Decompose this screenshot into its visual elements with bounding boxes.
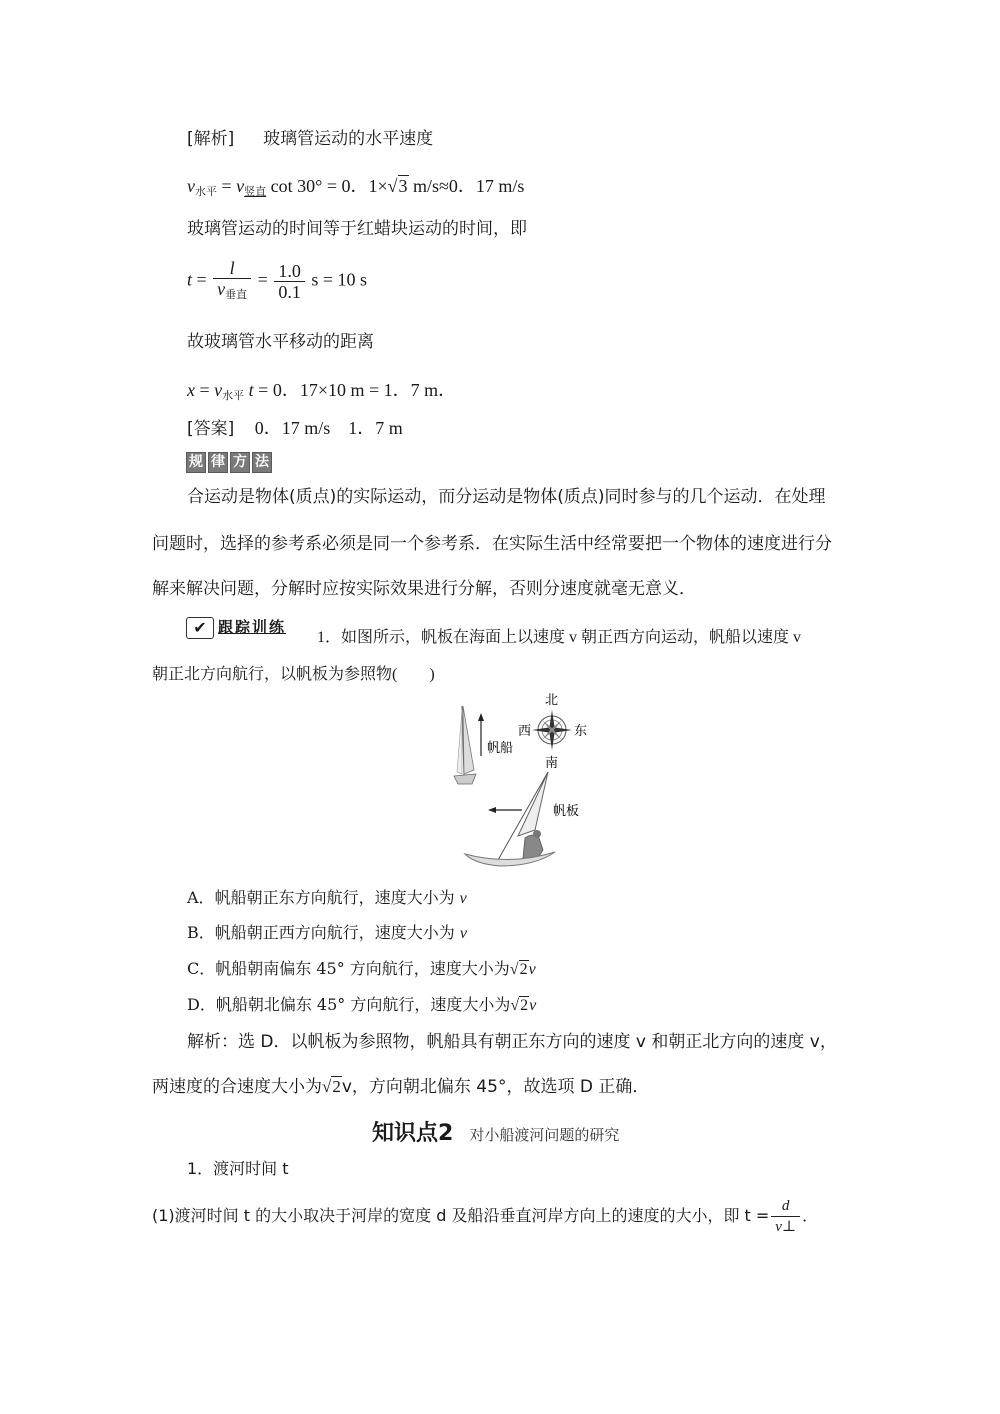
- method-badge: [186, 452, 274, 473]
- exercise-label: 跟踪训练: [218, 618, 287, 636]
- item-1-1-text: (1)渡河时间 t 的大小取决于河岸的宽度 d 及船沿垂直河岸方向上的速度的大小，即 t =: [152, 1206, 770, 1225]
- fraction-d-over-v: [771, 1196, 800, 1237]
- var-v: v: [214, 380, 223, 400]
- answer-value: 0．17 m/s 1．7 m: [254, 418, 403, 438]
- option-var: v: [529, 997, 537, 1014]
- fraction-numerator: 1.0: [274, 261, 305, 282]
- fraction-denominator-sub: 垂直: [225, 288, 248, 301]
- equation-tail: = 0．17×10 m = 1．7 m．: [253, 380, 457, 400]
- option-text: 帆船朝南偏东 45° 方向航行，速度大小为: [215, 959, 510, 978]
- windsurf-label: 帆板: [553, 804, 580, 819]
- sub-horizontal: 水平: [195, 185, 217, 198]
- compass-icon: [532, 710, 572, 750]
- option-var: v: [459, 890, 467, 907]
- badge-char: 律: [208, 452, 228, 473]
- item-1-heading: 1．渡河时间 t: [187, 1159, 289, 1178]
- equals-sign: =: [195, 380, 215, 400]
- sailboat-label: 帆船: [487, 741, 514, 756]
- var-v: v: [236, 176, 245, 196]
- compass-east: 东: [574, 724, 588, 739]
- method-line-1: 合运动是物体(质点)的实际运动，而分运动是物体(质点)同时参与的几个运动．在处理: [187, 487, 826, 507]
- check-icon: ✔: [186, 617, 214, 639]
- option-letter: B．: [187, 923, 215, 942]
- sqrt-symbol: √3: [387, 176, 408, 196]
- item-1-1: [152, 1196, 818, 1237]
- solution-text: v，方向朝北偏东 45°，故选项 D 正确．: [341, 1077, 650, 1097]
- badge-char: 方: [230, 452, 250, 473]
- equation-horizontal-velocity: [187, 172, 524, 199]
- time-statement: 玻璃管运动的时间等于红蜡块运动的时间，即: [187, 219, 527, 239]
- analysis-intro: 玻璃管运动的水平速度: [263, 129, 434, 149]
- option-c[interactable]: [187, 956, 536, 979]
- equals-sign: =: [192, 269, 212, 290]
- badge-char: 法: [252, 452, 272, 473]
- question-line-1: 1．如图所示，帆板在海面上以速度 v 朝正西方向运动，帆船以速度 v: [317, 629, 802, 646]
- fraction-numerator: l: [213, 258, 251, 279]
- option-d[interactable]: [187, 992, 536, 1015]
- sailboat-icon: [454, 706, 476, 784]
- fraction-denominator: v⊥: [775, 1219, 797, 1235]
- option-b[interactable]: [187, 920, 467, 943]
- exercise-tag: [186, 616, 286, 639]
- compass-north: 北: [545, 693, 559, 708]
- sqrt-symbol: √2: [509, 961, 528, 978]
- knowledge-point-heading: [372, 1116, 619, 1147]
- knowledge-point-title: 知识点2: [372, 1121, 454, 1146]
- fraction-denominator: 0.1: [278, 282, 301, 302]
- solution-line-2: [152, 1076, 649, 1098]
- option-var: v: [528, 961, 536, 978]
- compass-south: 南: [545, 756, 559, 771]
- arrow-up-icon: [478, 713, 484, 756]
- sqrt-radicand: 2: [520, 997, 529, 1014]
- compass-west: 西: [518, 724, 532, 739]
- equation-tail: s = 10 s: [306, 269, 367, 290]
- solution-text: 两速度的合速度大小为: [152, 1077, 322, 1097]
- fraction-numerator: d: [771, 1196, 800, 1217]
- distance-statement: 故玻璃管水平移动的距离: [187, 332, 374, 352]
- solution-line-1: 解析：选 D．以帆板为参照物，帆船具有朝正东方向的速度 v 和朝正北方向的速度 v，: [187, 1032, 837, 1052]
- windsurf-icon: [465, 772, 555, 866]
- equation-distance: [187, 376, 456, 403]
- question-line-2: 朝正北方向航行，以帆板为参照物( ): [152, 666, 435, 683]
- item-1-1-end: ．: [802, 1206, 819, 1225]
- fraction-values: [274, 261, 305, 302]
- option-text: 帆船朝正东方向航行，速度大小为: [214, 888, 460, 907]
- option-text: 帆船朝正西方向航行，速度大小为: [214, 923, 460, 942]
- sqrt-radicand: 3: [398, 176, 408, 196]
- option-letter: D．: [187, 995, 216, 1014]
- option-text: 帆船朝北偏东 45° 方向航行，速度大小为: [215, 995, 511, 1014]
- sqrt-radicand: 2: [519, 961, 528, 978]
- var-x: x: [187, 380, 195, 400]
- badge-char: 规: [186, 452, 206, 473]
- knowledge-point-subtitle: 对小船渡河问题的研究: [469, 1126, 620, 1144]
- fraction-denominator-var: v: [217, 279, 226, 299]
- var-t: t: [248, 380, 254, 400]
- sub-horizontal: 水平: [222, 389, 245, 402]
- equation-tail: m/s≈0．17 m/s: [408, 176, 525, 196]
- answer-line: [187, 417, 403, 440]
- sqrt-radicand: 2: [332, 1077, 341, 1096]
- analysis-label: [解析]: [187, 129, 235, 149]
- equation-middle: cot 30° = 0．1×: [270, 176, 388, 196]
- option-a[interactable]: [187, 885, 467, 908]
- equals-sign: =: [217, 176, 237, 196]
- method-line-2: 问题时，选择的参考系必须是同一个参考系．在实际生活中经常要把一个物体的速度进行分: [152, 534, 832, 554]
- answer-label: [答案]: [187, 419, 235, 439]
- arrow-left-icon: [488, 807, 522, 813]
- sqrt-symbol: √2: [510, 997, 529, 1014]
- sailing-figure: [440, 688, 610, 868]
- option-letter: C．: [187, 959, 216, 978]
- equation-time: [187, 258, 367, 305]
- equals-sign: =: [253, 269, 273, 290]
- sub-vertical: 竖直: [244, 185, 267, 198]
- option-var: v: [459, 925, 467, 942]
- sqrt-symbol: √2: [322, 1077, 341, 1096]
- analysis-heading: [187, 128, 433, 150]
- option-letter: A．: [187, 888, 215, 907]
- var-t: t: [187, 269, 193, 290]
- method-line-3: 解来解决问题，分解时应按实际效果进行分解，否则分速度就毫无意义．: [152, 579, 696, 599]
- var-v: v: [187, 176, 195, 196]
- fraction-l-over-v: [213, 258, 251, 305]
